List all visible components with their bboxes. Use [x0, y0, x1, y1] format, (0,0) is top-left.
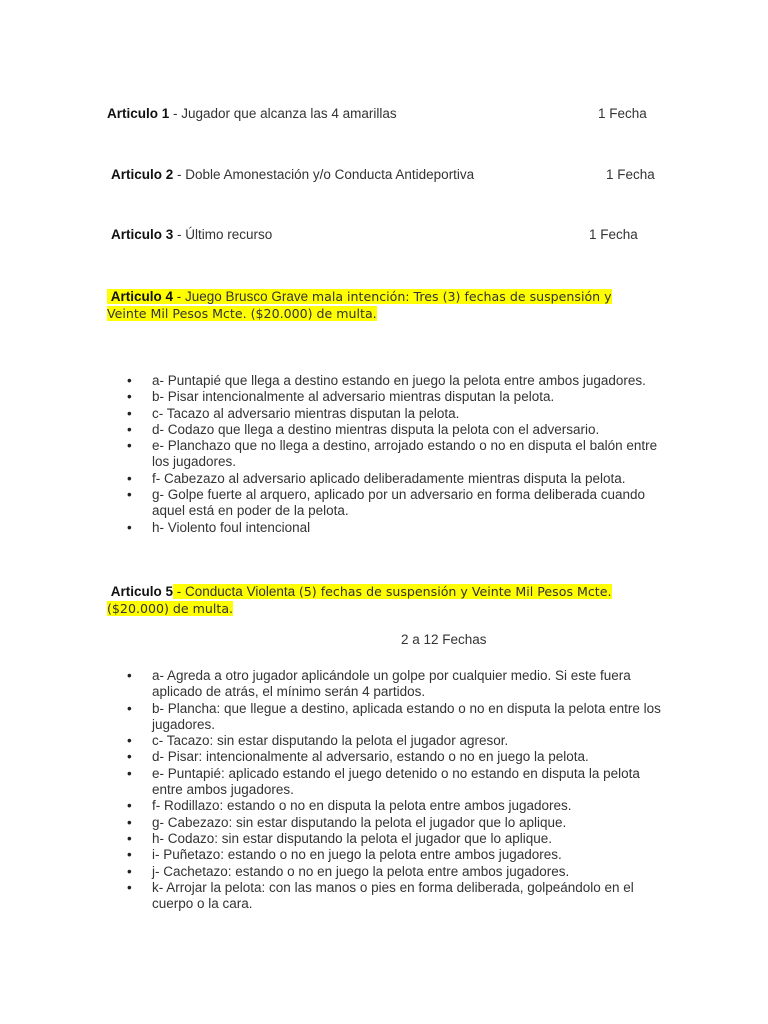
article-2-label: Articulo 2 [111, 167, 174, 182]
list-item: • e- Puntapié: aplicado estando el juego detenido o no estando en disputa la pelota entre ambos jugadores. [127, 766, 662, 799]
list-item: • b- Pisar intencionalmente al adversario mientras disputan la pelota. [127, 389, 667, 405]
list-item: • j- Cachetazo: estando o no en juego la pelota entre ambos jugadores. [127, 864, 662, 880]
list-item: • f- Rodillazo: estando o no en disputa la pelota entre ambos jugadores. [127, 798, 662, 814]
list-item: • k- Arrojar la pelota: con las manos o pies en forma deliberada, golpeándolo en el cuerpo o la cara. [127, 880, 662, 913]
list-item: • c- Tacazo: sin estar disputando la pelota el jugador agresor. [127, 733, 662, 749]
list-item: • i- Puñetazo: estando o no en juego la pelota entre ambos jugadores. [127, 847, 662, 863]
list-item: • e- Planchazo que no llega a destino, arrojado estando o no en disputa el balón entre los jugadores. [127, 438, 667, 471]
list-item: • h- Violento foul intencional [127, 520, 667, 536]
article-4-list [127, 373, 667, 536]
article-4-label: Articulo 4 [110, 289, 174, 304]
article-1-fechas: 1 Fecha [598, 106, 647, 121]
list-item: • a- Puntapié que llega a destino estando en juego la pelota entre ambos jugadores. [127, 373, 667, 389]
article-5-label: Articulo 5 [110, 584, 174, 599]
article-5-fechas: 2 a 12 Fechas [401, 632, 487, 647]
article-5-list [127, 668, 662, 912]
list-item: • b- Plancha: que llegue a destino, aplicada estando o no en disputa la pelota entre los jugadores. [127, 701, 662, 734]
article-3-heading [111, 227, 272, 242]
list-item: • d- Pisar: intencionalmente al adversario, estando o no en juego la pelota. [127, 749, 662, 765]
list-item: • a- Agreda a otro jugador aplicándole un golpe por cualquier medio. Si este fuera aplicado de atrás, el mínimo serán 4 partidos. [127, 668, 662, 701]
article-4-heading [107, 288, 647, 322]
list-item: • c- Tacazo al adversario mientras disputan la pelota. [127, 406, 667, 422]
list-item: • g- Golpe fuerte al arquero, aplicado por un adversario en forma deliberada cuando aquel está en poder de la pelota. [127, 487, 667, 520]
article-3-label: Articulo 3 [111, 227, 174, 242]
article-4-penalty: mala intención: Tres (3) fechas de suspensión y Veinte Mil Pesos Mcte. ($20.000) de multa. [107, 289, 612, 321]
article-3-fechas: 1 Fecha [589, 227, 638, 242]
article-2-fechas: 1 Fecha [606, 167, 655, 182]
article-5-heading [107, 583, 667, 617]
article-2-text: - Doble Amonestación y/o Conducta Antideportiva [173, 167, 475, 182]
article-5-title: - Conducta Violenta [173, 584, 299, 599]
list-item: • h- Codazo: sin estar disputando la pelota el jugador que lo aplique. [127, 831, 662, 847]
list-item: • f- Cabezazo al adversario aplicado deliberadamente mientras disputa la pelota. [127, 471, 667, 487]
article-2-heading [111, 167, 474, 182]
article-1-label: Articulo 1 [107, 106, 170, 121]
article-1-heading [107, 106, 397, 121]
article-5-penalty: (5) fechas de suspensión y Veinte Mil Pesos Mcte. ($20.000) de multa. [107, 584, 612, 616]
article-3-text: - Último recurso [173, 227, 273, 242]
list-item: • g- Cabezazo: sin estar disputando la pelota el jugador que lo aplique. [127, 815, 662, 831]
article-4-title: - Juego Brusco Grave [173, 289, 312, 304]
article-1-text: - Jugador que alcanza las 4 amarillas [169, 106, 397, 121]
list-item: • d- Codazo que llega a destino mientras disputa la pelota con el adversario. [127, 422, 667, 438]
